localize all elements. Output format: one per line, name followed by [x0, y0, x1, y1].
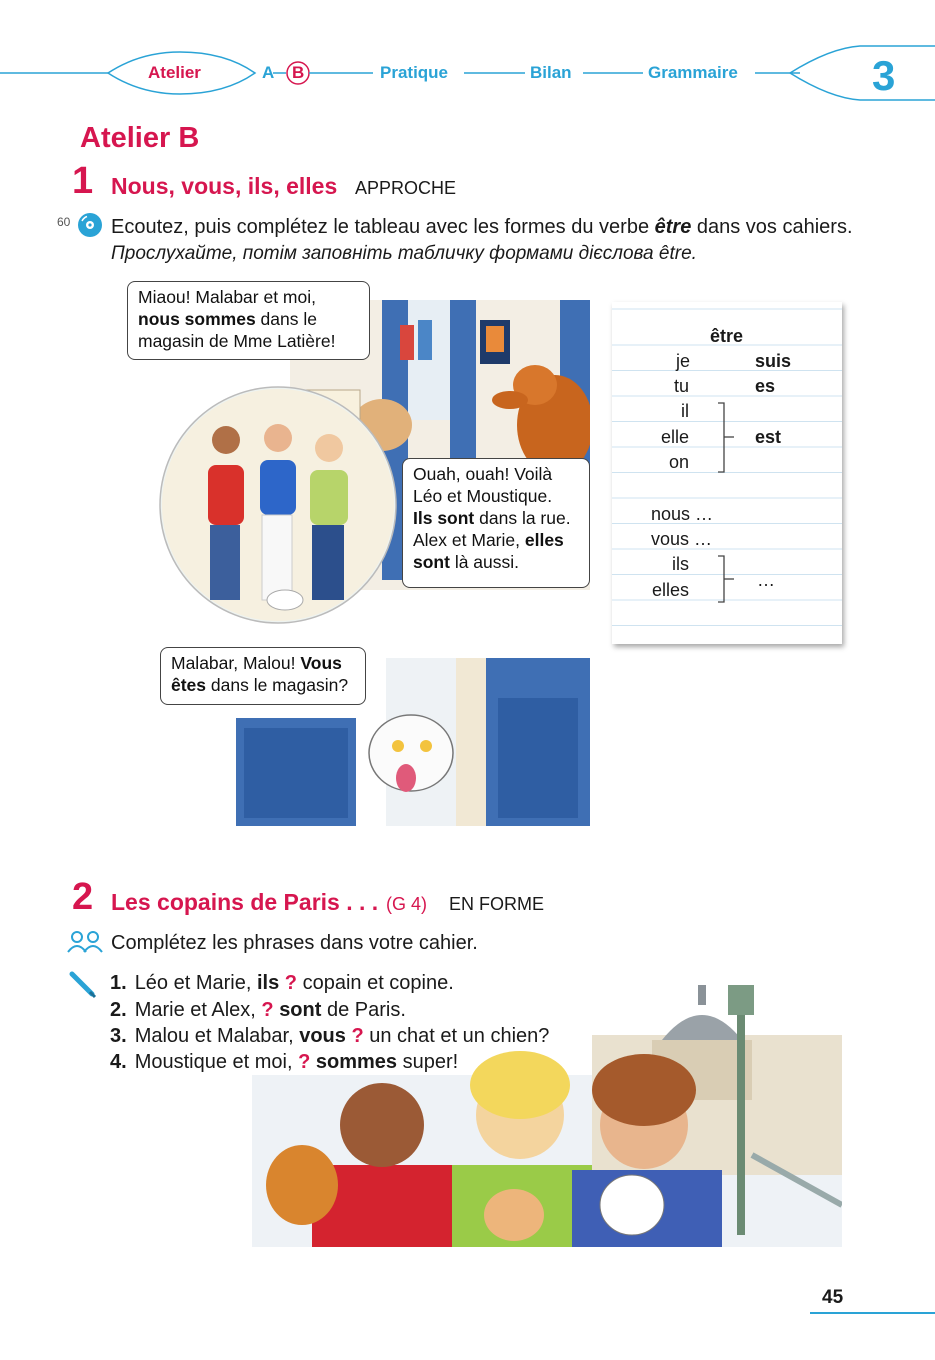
- exercise-2-tag: EN FORME: [449, 894, 545, 914]
- exercise-1-tag: APPROCHE: [355, 178, 457, 198]
- nav-pratique[interactable]: Pratique: [380, 63, 449, 82]
- exercise-2-grammar-ref: (G 4): [386, 894, 428, 914]
- conj-pronoun-je: je: [676, 351, 691, 371]
- chapter-number: 3: [872, 52, 896, 99]
- speech-bubble-question: Malabar, Malou! Vous êtes dans le magasin?: [160, 647, 366, 705]
- audio-track-number: 60: [57, 215, 71, 229]
- page-number: 45: [822, 1287, 844, 1308]
- exercise-2-item-2: 2. Marie et Alex, ? sont de Paris.: [110, 999, 406, 1021]
- nav-atelier-a[interactable]: A: [262, 63, 275, 82]
- conj-pronoun-ils: ils: [672, 554, 689, 574]
- nav-grammaire[interactable]: Grammaire: [648, 63, 738, 82]
- exercise-1-number: 1: [72, 160, 94, 202]
- speech-bubble-malou: Miaou! Malabar et moi, nous sommes dans le magasin de Mme Latière!: [127, 281, 370, 360]
- exercise-2-number: 2: [72, 876, 94, 918]
- conj-pronoun-on: on: [669, 452, 690, 472]
- nav-bilan[interactable]: Bilan: [530, 63, 572, 82]
- exercise-1-title: Nous, vous, ils, elles: [111, 173, 338, 199]
- exercise-2-instruction: Complétez les phrases dans votre cahier.: [111, 932, 478, 954]
- exercise-2-item-4: 4. Moustique et moi, ? sommes super!: [110, 1051, 459, 1073]
- conj-pronoun-elle: elle: [661, 427, 690, 447]
- top-navigation-lines: [0, 40, 935, 110]
- conj-form-suis: suis: [755, 351, 792, 371]
- conj-brackets: [712, 398, 742, 608]
- pencil-write-icon: [68, 970, 98, 1000]
- conj-plural-blank: …: [757, 570, 775, 590]
- pair-work-icon: [66, 930, 104, 954]
- conj-form-es: es: [755, 376, 776, 396]
- conj-pronoun-il: il: [681, 401, 689, 421]
- conj-pronoun-tu: tu: [674, 376, 690, 396]
- conj-form-est: est: [755, 427, 782, 447]
- paris-bridge-illustration: [252, 975, 842, 1247]
- nav-atelier-b[interactable]: B: [292, 63, 305, 82]
- exercise-2-title: Les copains de Paris . . .: [111, 889, 379, 915]
- conj-pronoun-vous: vous …: [651, 529, 713, 549]
- conj-heading: être: [710, 326, 744, 346]
- speech-bubble-moustique: Ouah, ouah! Voilà Léo et Moustique. Ils sont dans la rue. Alex et Marie, elles sont là aussi.: [402, 458, 590, 588]
- exercise-1-instruction-fr: Ecoutez, puis complétez le tableau avec les formes du verbe être dans vos cahiers.: [111, 216, 853, 238]
- exercise-1-instruction-uk: Прослухайте, потім заповніть табличку формами дієслова être.: [111, 243, 697, 264]
- conj-pronoun-nous: nous …: [651, 504, 714, 524]
- footer-line: [810, 1311, 935, 1315]
- section-title: Atelier B: [80, 122, 200, 154]
- exercise-2-item-1: 1. Léo et Marie, ils ? copain et copine.: [110, 972, 454, 994]
- exercise-2-item-3: 3. Malou et Malabar, vous ? un chat et un chien?: [110, 1025, 550, 1047]
- conj-pronoun-elles: elles: [652, 580, 690, 600]
- audio-cd-icon[interactable]: [77, 212, 103, 238]
- nav-atelier[interactable]: Atelier: [148, 63, 201, 82]
